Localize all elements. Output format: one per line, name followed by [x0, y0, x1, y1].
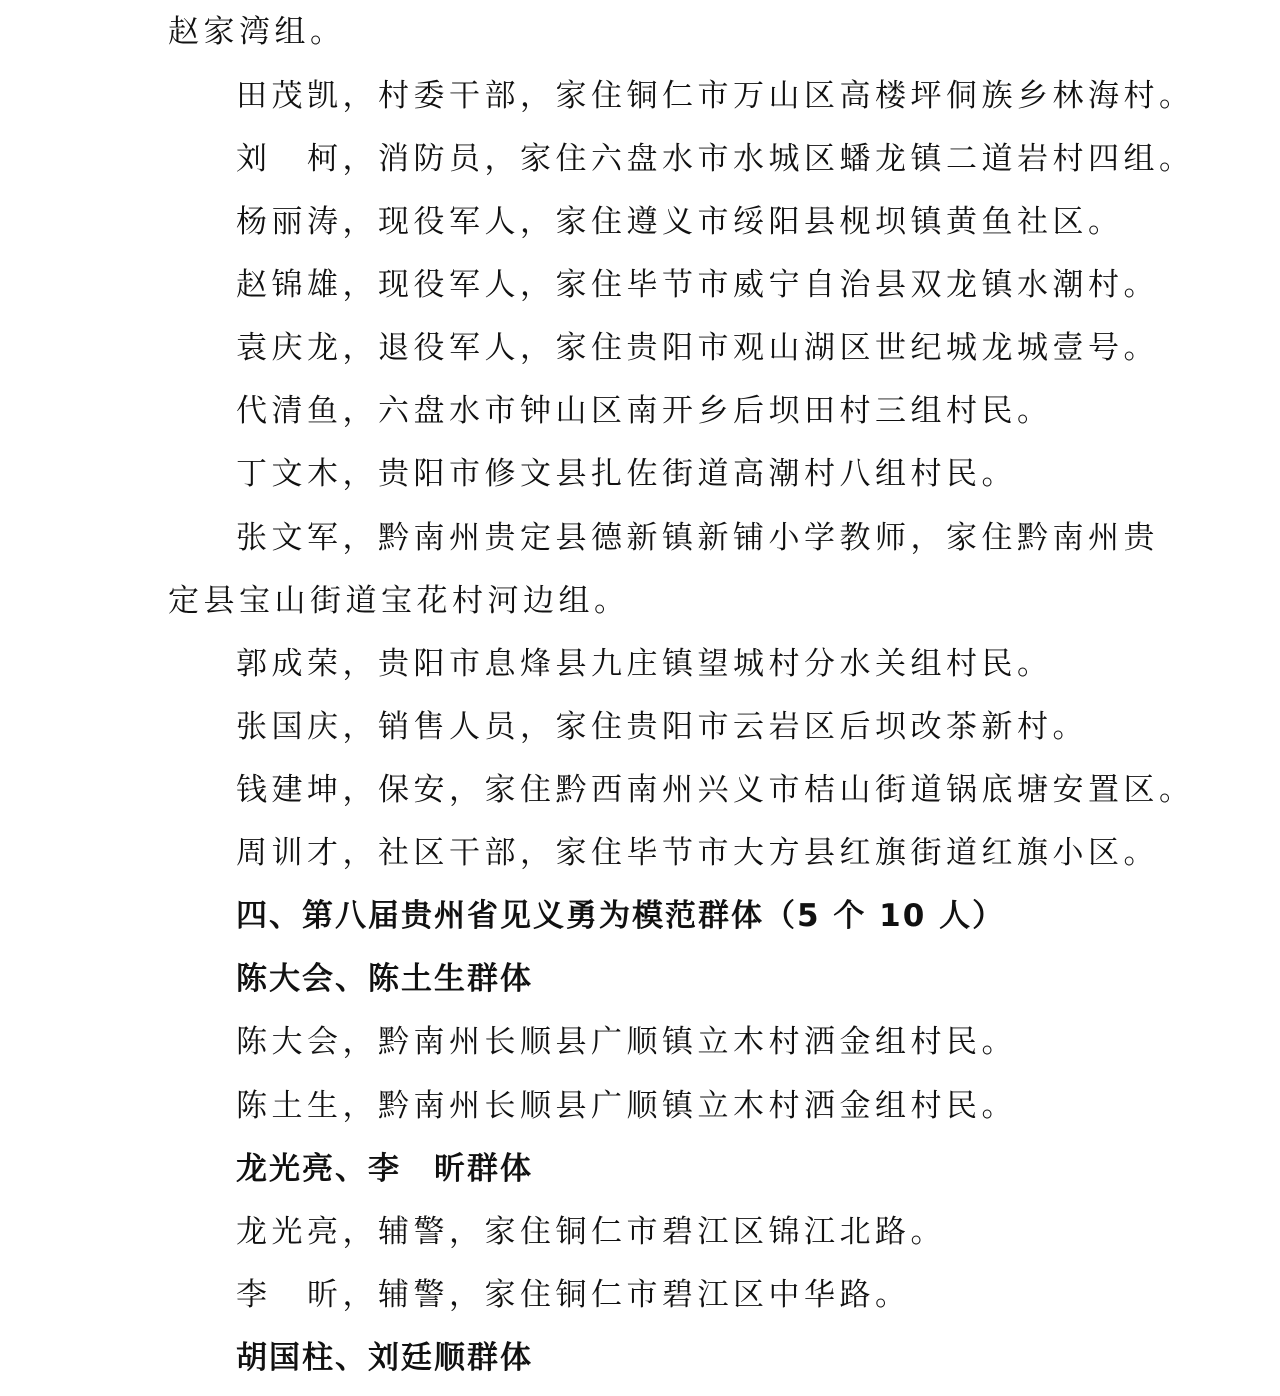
text-line-zhang-guoqing: 张国庆，销售人员，家住贵阳市云岩区后坝改茶新村。 — [236, 709, 1088, 745]
text-line-long-guangliang: 龙光亮，辅警，家住铜仁市碧江区锦江北路。 — [236, 1214, 946, 1250]
text-line-yuan-qinglong: 袁庆龙，退役军人，家住贵阳市观山湖区世纪城龙城壹号。 — [236, 330, 1159, 366]
group-heading-long-li: 龙光亮、李 昕群体 — [236, 1151, 533, 1187]
section-heading: 四、第八届贵州省见义勇为模范群体（5 个 10 人） — [236, 898, 1006, 934]
text-line-guo-chengrong: 郭成荣，贵阳市息烽县九庄镇望城村分水关组村民。 — [236, 646, 1053, 682]
text-line-chen-dahui: 陈大会，黔南州长顺县广顺镇立木村洒金组村民。 — [236, 1024, 1017, 1060]
text-line-chen-tusheng: 陈土生，黔南州长顺县广顺镇立木村洒金组村民。 — [236, 1088, 1017, 1124]
text-line-zhao-jinxiong: 赵锦雄，现役军人，家住毕节市威宁自治县双龙镇水潮村。 — [236, 267, 1159, 303]
text-line-qian-jiankun: 钱建坤，保安，家住黔西南州兴义市桔山街道锅底塘安置区。 — [236, 772, 1195, 808]
text-line-dai-qingyu: 代清鱼，六盘水市钟山区南开乡后坝田村三组村民。 — [236, 393, 1053, 429]
text-line-tian-maokai: 田茂凯，村委干部，家住铜仁市万山区高楼坪侗族乡林海村。 — [236, 78, 1195, 114]
group-heading-hu-liu: 胡国柱、刘廷顺群体 — [236, 1340, 533, 1376]
text-line-zhang-wenjun: 张文军，黔南州贵定县德新镇新铺小学教师，家住黔南州贵 — [236, 520, 1159, 556]
text-line-ding-wenmu: 丁文木，贵阳市修文县扎佐街道高潮村八组村民。 — [236, 456, 1017, 492]
group-heading-chen: 陈大会、陈土生群体 — [236, 961, 533, 997]
text-line-zhang-wenjun-cont: 定县宝山街道宝花村河边组。 — [168, 583, 630, 619]
text-line-yang-litao: 杨丽涛，现役军人，家住遵义市绥阳县枧坝镇黄鱼社区。 — [236, 204, 1124, 240]
text-line-liu-ke: 刘 柯，消防员，家住六盘水市水城区蟠龙镇二道岩村四组。 — [236, 141, 1195, 177]
text-line-zhou-xuncai: 周训才，社区干部，家住毕节市大方县红旗街道红旗小区。 — [236, 835, 1159, 871]
text-line-li-xin: 李 昕，辅警，家住铜仁市碧江区中华路。 — [236, 1277, 911, 1313]
text-line-continuation: 赵家湾组。 — [168, 14, 346, 50]
